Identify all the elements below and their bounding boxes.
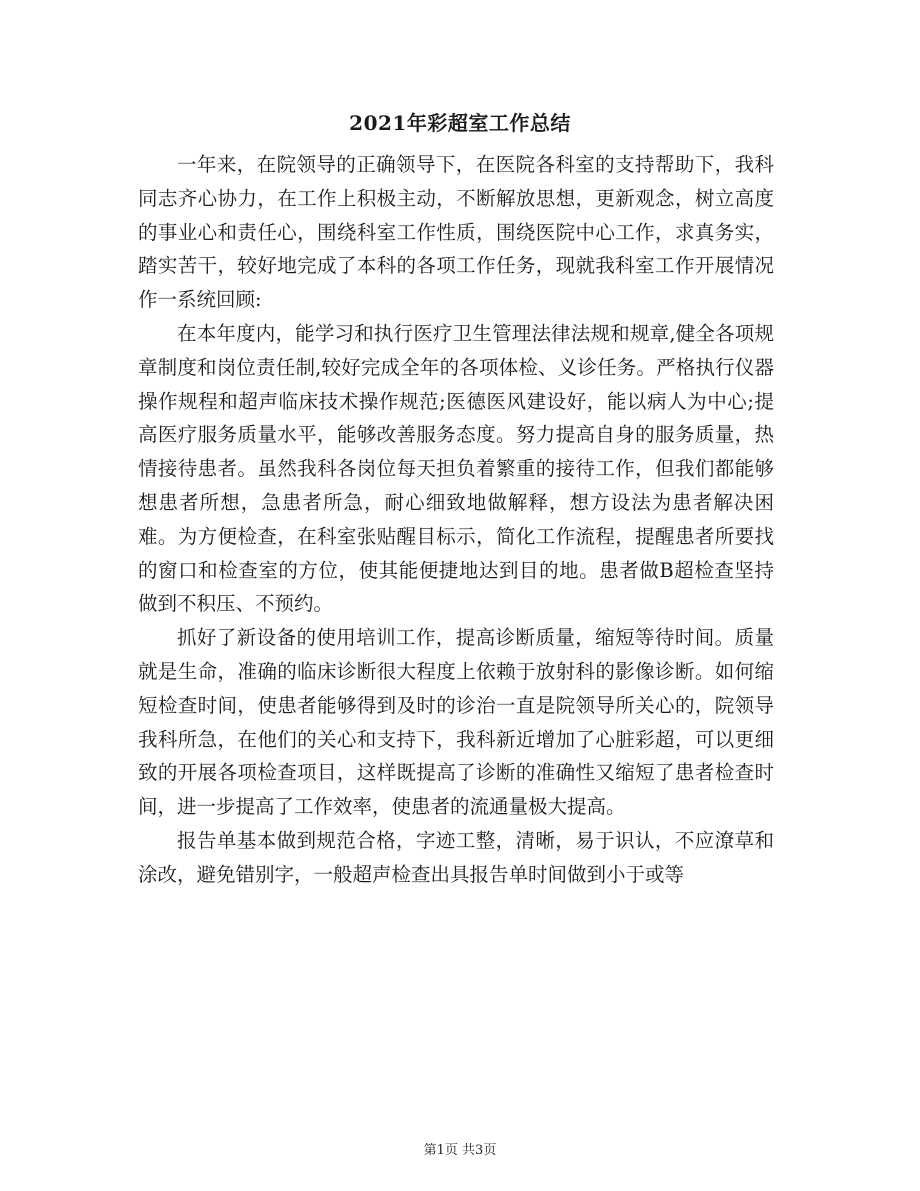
document-title: 2021年彩超室工作总结 <box>349 111 571 135</box>
paragraph-2: 在本年度内，能学习和执行医疗卫生管理法律法规和规章,健全各项规章制度和岗位责任制,较好完成全年的各项体检、义诊任务。严格执行仪器操作规程和超声临床技术操作规范;医德医风建设好，能以病人为中心;提高医疗服务质量水平，能够改善服务态度。努力提高自身的服务质量，热情接待患者。虽然我科各岗位每天担负着繁重的接待工作，但我们都能够想患者所想，急患者所急，耐心细致地做解释，想方设法为患者解决困难。为方便检查，在科室张贴醒目标示，简化工作流程，提醒患者所要找的窗口和检查室的方位，使其能便捷地达到目的地。患者做B超检查坚持做到不积压、不预约。 <box>138 321 774 616</box>
page-number-footer: 第1页 共3页 <box>423 1143 497 1158</box>
document-body <box>138 148 774 892</box>
paragraph-1: 一年来，在院领导的正确领导下，在医院各科室的支持帮助下，我科同志齐心协力，在工作上积极主动，不断解放思想，更新观念，树立高度的事业心和责任心，围绕科室工作性质，围绕医院中心工作，求真务实，踏实苦干，较好地完成了本科的各项工作任务，现就我科室工作开展情况作一系统回顾: <box>138 153 774 312</box>
paragraph-4: 报告单基本做到规范合格，字迹工整，清晰，易于识认，不应潦草和涂改，避免错别字，一般超声检查出具报告单时间做到小于或等 <box>138 828 774 886</box>
paragraph-3: 抓好了新设备的使用培训工作，提高诊断质量，缩短等待时间。质量就是生命，准确的临床诊断很大程度上依赖于放射科的影像诊断。如何缩短检查时间，使患者能够得到及时的诊治一直是院领导所关心的，院领导我科所急，在他们的关心和支持下，我科新近增加了心脏彩超，可以更细致的开展各项检查项目，这样既提高了诊断的准确性又缩短了患者检查时间，进一步提高了工作效率，使患者的流通量极大提高。 <box>138 626 774 819</box>
